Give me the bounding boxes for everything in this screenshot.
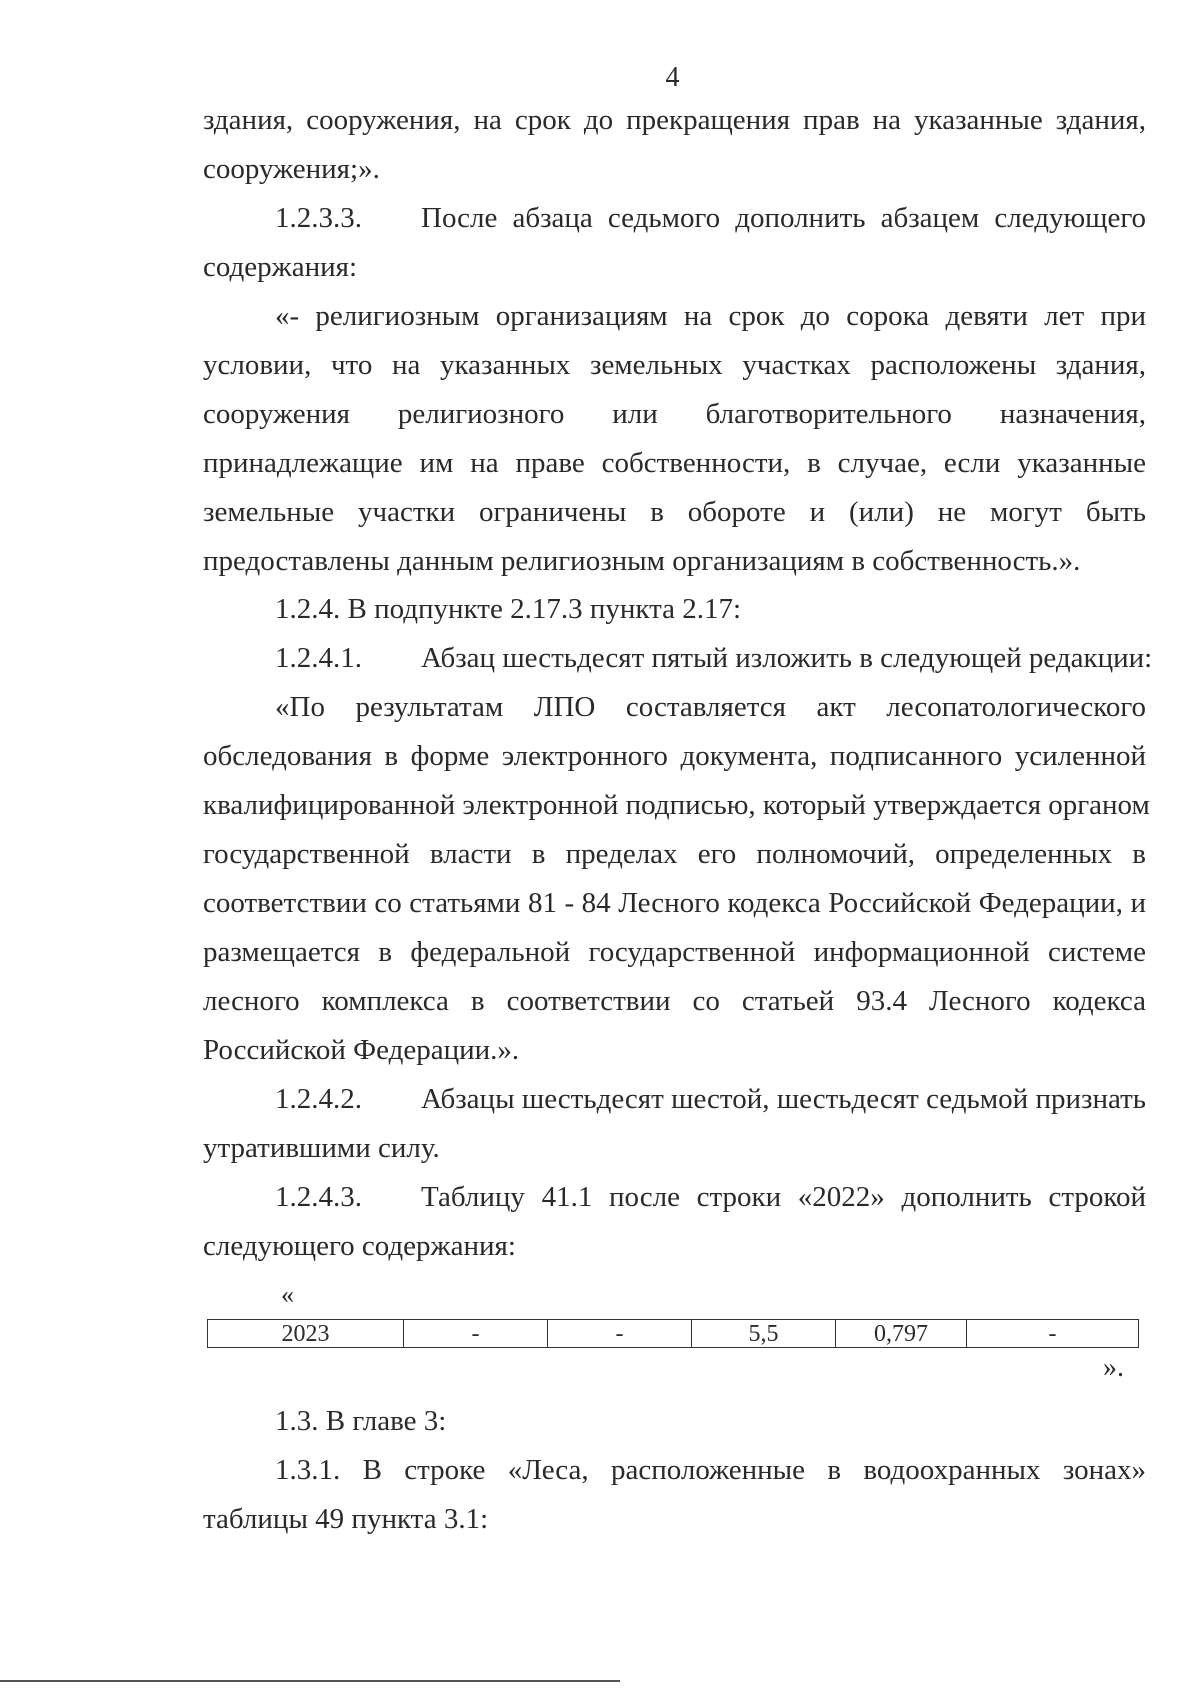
clause-number: 1.2.4.2.: [275, 1083, 362, 1115]
table-cell: 0,797: [836, 1320, 967, 1348]
text-line: 1.3. В главе 3:: [275, 1405, 447, 1437]
text-line: предоставлены данным религиозным организациям в собственность.».: [203, 545, 1081, 577]
scan-edge-line: [0, 1680, 620, 1682]
paragraph-lpo: [203, 683, 1150, 1075]
paragraph-1-2-4-2: [203, 1075, 1146, 1173]
text-line: обследования в форме электронного документа, подписанного усиленной: [203, 740, 1146, 772]
text-line: следующего содержания:: [203, 1230, 516, 1262]
table-cell: -: [404, 1320, 548, 1348]
text-line: лесного комплекса в соответствии со статьей 93.4 Лесного кодекса: [203, 985, 1146, 1017]
table-cell: -: [548, 1320, 692, 1348]
text-line: таблицы 49 пункта 3.1:: [203, 1503, 489, 1535]
paragraph-1-2-4-3: [203, 1173, 1146, 1271]
text-line: условии, что на указанных земельных участках расположены здания,: [203, 349, 1146, 381]
text-line: здания, сооружения, на срок до прекращения прав на указанные здания,: [203, 104, 1146, 136]
page-number: 4: [665, 62, 680, 93]
clause-text: Таблицу 41.1 после строки «2022» дополнить строкой: [421, 1181, 1146, 1213]
text-line: 1.2.4. В подпункте 2.17.3 пункта 2.17:: [275, 593, 742, 625]
table-row: [208, 1320, 1139, 1348]
paragraph-continuation: [203, 96, 1146, 194]
text-line: [203, 634, 1153, 683]
table-cell: 5,5: [692, 1320, 836, 1348]
text-line: принадлежащие им на праве собственности, в случае, если указанные: [203, 447, 1146, 479]
text-line: 1.3.1. В строке «Леса, расположенные в водоохранных зонах»: [275, 1454, 1146, 1486]
paragraph-1-3: [203, 1397, 1146, 1446]
text-line: утратившими силу.: [203, 1132, 440, 1164]
paragraph-religious-orgs: [203, 292, 1146, 586]
table-cell: -: [967, 1320, 1139, 1348]
text-line: сооружения религиозного или благотворительного назначения,: [203, 398, 1146, 430]
clause-number: 1.2.4.3.: [275, 1181, 362, 1213]
text-line: земельные участки ограничены в обороте и (или) не могут быть: [203, 496, 1146, 528]
text-line: государственной власти в пределах его полномочий, определенных в: [203, 838, 1146, 870]
text-line: [203, 1173, 1146, 1222]
paragraph-1-3-1: [203, 1446, 1146, 1544]
text-line: размещается в федеральной государственной информационной системе: [203, 936, 1146, 968]
text-line: [203, 1075, 1146, 1124]
clause-text: Абзац шестьдесят пятый изложить в следующей редакции:: [421, 642, 1153, 674]
clause-text: После абзаца седьмого дополнить абзацем следующего: [421, 202, 1146, 234]
text-line: Российской Федерации.».: [203, 1034, 520, 1066]
text-line: сооружения;».: [203, 153, 380, 185]
table-cell-year: 2023: [208, 1320, 404, 1348]
paragraph-1-2-3-3: [203, 194, 1146, 292]
table-close-quote: ».: [1103, 1352, 1124, 1383]
table-open-quote: «: [281, 1280, 294, 1309]
clause-text: Абзацы шестьдесят шестой, шестьдесят седьмой признать: [421, 1083, 1146, 1115]
text-line: содержания:: [203, 251, 358, 283]
clause-number: 1.2.3.3.: [275, 202, 362, 234]
text-line: соответствии со статьями 81 - 84 Лесного кодекса Российской Федерации, и: [203, 887, 1146, 919]
text-line: квалифицированной электронной подписью, который утверждается органом: [203, 789, 1150, 821]
text-line: «- религиозным организациям на срок до сорока девяти лет при: [275, 300, 1146, 332]
clause-number: 1.2.4.1.: [275, 642, 362, 674]
table-41-1-new-row: [207, 1319, 1139, 1348]
text-line: [203, 194, 1146, 243]
paragraph-1-2-4: [203, 585, 1153, 683]
text-line: «По результатам ЛПО составляется акт лесопатологического: [275, 691, 1146, 723]
